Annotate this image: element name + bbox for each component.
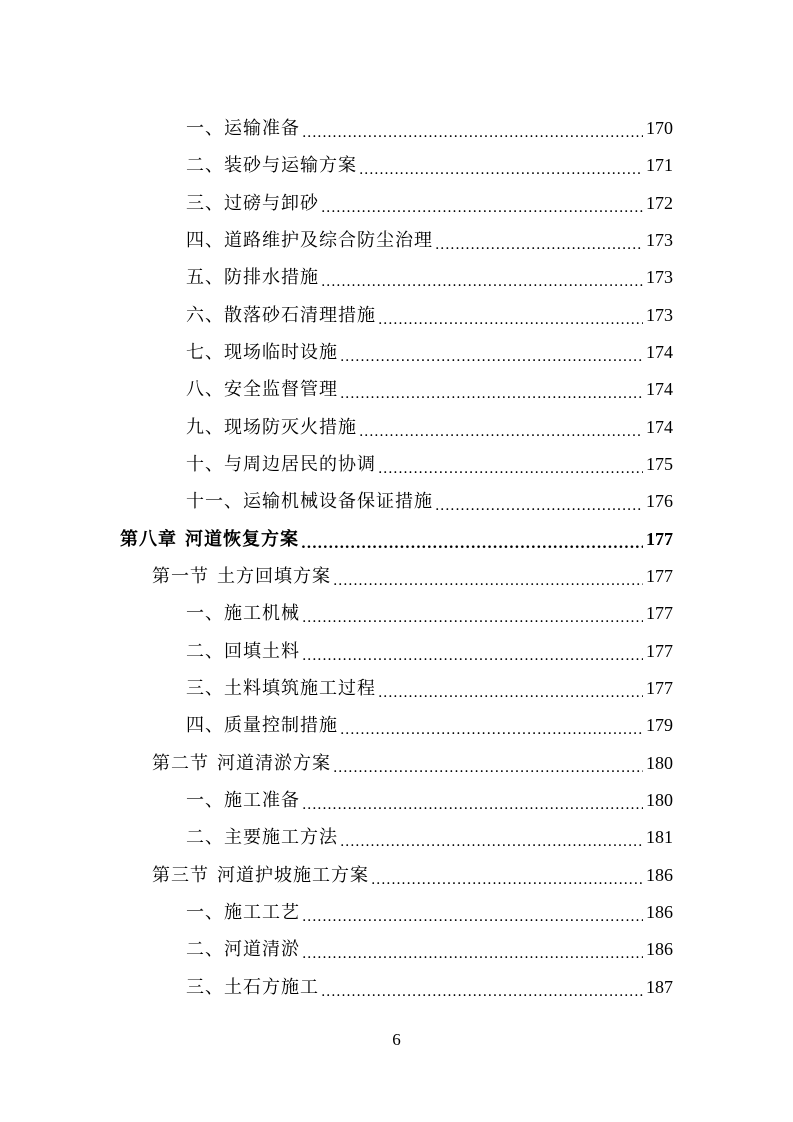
toc-entry[interactable]: [186, 222, 673, 259]
toc-entry-title: 二、主要施工方法: [186, 827, 338, 848]
toc-leader-dots: [378, 446, 643, 483]
toc-entry-title: 十、与周边居民的协调: [186, 454, 376, 475]
toc-page-number: 177: [646, 566, 673, 586]
toc-entry-title: 二、河道清淤: [186, 939, 300, 960]
toc-leader-dots: [378, 297, 643, 334]
toc-entry-title: 一、运输准备: [186, 118, 300, 139]
toc-leader-dots: [435, 222, 643, 259]
toc-page-number: 171: [646, 155, 673, 175]
toc-leader-dots: [333, 558, 643, 595]
toc-page-number: 173: [646, 230, 673, 250]
toc-page-number: 177: [646, 641, 673, 661]
toc-entry-title: 二、装砂与运输方案: [186, 155, 357, 176]
toc-section-entry[interactable]: [152, 558, 673, 595]
toc-entry-title: 六、散落砂石清理措施: [186, 305, 376, 326]
toc-page-number: 174: [646, 417, 673, 437]
toc-entry-title: 三、土料填筑施工过程: [186, 678, 376, 699]
toc-page-number: 177: [646, 529, 673, 549]
toc-entry[interactable]: [186, 707, 673, 744]
toc-entry[interactable]: [186, 969, 673, 1006]
toc-leader-dots: [302, 782, 643, 819]
toc-leader-dots: [301, 521, 643, 558]
toc-entry-title: 三、土石方施工: [186, 977, 319, 998]
toc-entry[interactable]: [186, 147, 673, 184]
toc-entry[interactable]: [186, 633, 673, 670]
toc-entry[interactable]: [186, 595, 673, 632]
toc-page-number: 173: [646, 267, 673, 287]
toc-entry-title: 一、施工工艺: [186, 902, 300, 923]
toc-page-number: 186: [646, 865, 673, 885]
toc-chapter-entry[interactable]: [120, 521, 673, 558]
toc-entry-title: 二、回填土料: [186, 641, 300, 662]
toc-page-number: 174: [646, 379, 673, 399]
toc-leader-dots: [340, 707, 643, 744]
toc-entry[interactable]: [186, 185, 673, 222]
toc-leader-dots: [340, 819, 643, 856]
toc-page-number: 175: [646, 454, 673, 474]
toc-page-number: 177: [646, 603, 673, 623]
toc-page-number: 180: [646, 753, 673, 773]
toc-page-number: 180: [646, 790, 673, 810]
toc-leader-dots: [321, 259, 643, 296]
toc-page-number: 176: [646, 491, 673, 511]
toc-entry[interactable]: [186, 297, 673, 334]
toc-entry-title: 三、过磅与卸砂: [186, 193, 319, 214]
toc-leader-dots: [340, 371, 643, 408]
toc-leader-dots: [321, 969, 643, 1006]
toc-leader-dots: [371, 857, 643, 894]
toc-page-number: 174: [646, 342, 673, 362]
toc-entry-title: 十一、运输机械设备保证措施: [186, 491, 433, 512]
toc-leader-dots: [302, 931, 643, 968]
toc-entry[interactable]: [186, 931, 673, 968]
toc-leader-dots: [302, 894, 643, 931]
toc-leader-dots: [333, 745, 643, 782]
toc-entry[interactable]: [186, 894, 673, 931]
toc-leader-dots: [359, 147, 643, 184]
toc-page-number: 173: [646, 305, 673, 325]
toc-leader-dots: [321, 185, 643, 222]
toc-entry-title: 八、安全监督管理: [186, 379, 338, 400]
toc-leader-dots: [302, 595, 643, 632]
toc-entry-title: 七、现场临时设施: [186, 342, 338, 363]
toc-entry[interactable]: [186, 409, 673, 446]
toc-leader-dots: [302, 633, 643, 670]
toc-entry-title: 一、施工准备: [186, 790, 300, 811]
toc-entry[interactable]: [186, 670, 673, 707]
toc-leader-dots: [435, 483, 643, 520]
toc-leader-dots: [340, 334, 643, 371]
toc-page-number: 187: [646, 977, 673, 997]
toc-entry[interactable]: [186, 371, 673, 408]
toc-entry[interactable]: [186, 819, 673, 856]
toc-entry[interactable]: [186, 782, 673, 819]
toc-page-number: 170: [646, 118, 673, 138]
toc-page-number: 179: [646, 715, 673, 735]
toc-section-entry[interactable]: [152, 857, 673, 894]
toc-leader-dots: [378, 670, 643, 707]
toc-entry[interactable]: [186, 446, 673, 483]
toc-entry-title: 九、现场防灭火措施: [186, 417, 357, 438]
toc-page-number: 181: [646, 827, 673, 847]
toc-entry[interactable]: [186, 334, 673, 371]
toc-entry-title: 五、防排水措施: [186, 267, 319, 288]
toc-leader-dots: [359, 409, 643, 446]
toc-section-entry[interactable]: [152, 745, 673, 782]
toc-entry[interactable]: [186, 259, 673, 296]
toc-entry-title: 四、道路维护及综合防尘治理: [186, 230, 433, 251]
toc-entry-title: 第八章 河道恢复方案: [120, 529, 299, 550]
page-number: 6: [392, 1030, 401, 1049]
toc-entry[interactable]: [186, 483, 673, 520]
toc-page-number: 177: [646, 678, 673, 698]
toc-entry-title: 四、质量控制措施: [186, 715, 338, 736]
toc-page-number: 186: [646, 902, 673, 922]
toc-entry[interactable]: [186, 110, 673, 147]
toc-leader-dots: [302, 110, 643, 147]
toc-entry-title: 一、施工机械: [186, 603, 300, 624]
toc-entry-title: 第三节 河道护坡施工方案: [152, 865, 369, 886]
toc-page-number: 172: [646, 193, 673, 213]
toc-entry-title: 第一节 土方回填方案: [152, 566, 331, 587]
toc-entry-title: 第二节 河道清淤方案: [152, 753, 331, 774]
toc-page-number: 186: [646, 939, 673, 959]
